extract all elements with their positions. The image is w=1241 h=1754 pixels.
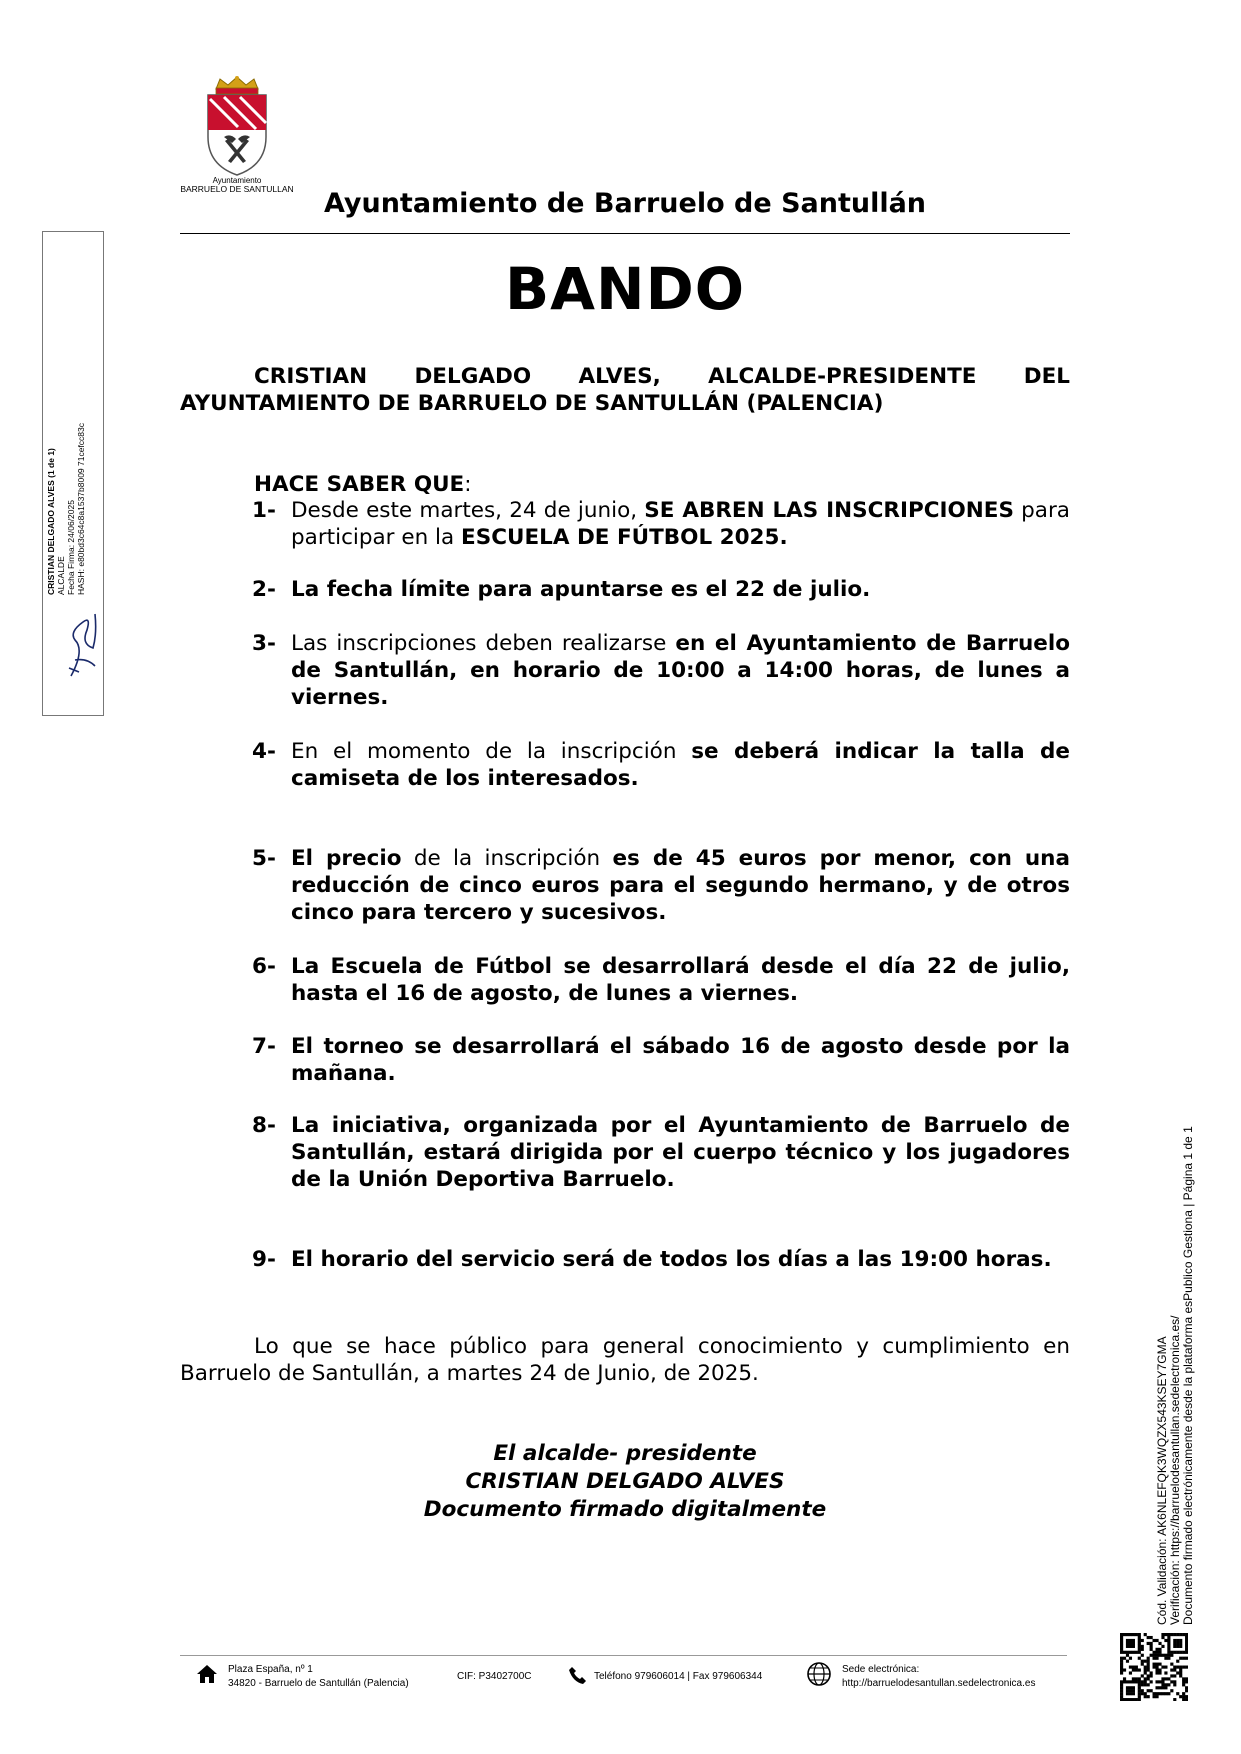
list-item-text [291, 953, 1070, 1007]
list-item-number: 7- [252, 1034, 276, 1059]
verification-code: Cód. Validación: AK6NLEFQK3WQZX543KSEY7GMA [1155, 1336, 1169, 1625]
document-title: BANDO [504, 255, 746, 323]
list-item [252, 845, 1070, 926]
globe-icon [806, 1661, 832, 1687]
list-item-number: 2- [252, 577, 276, 602]
signature-role: El alcalde- presidente [493, 1441, 757, 1466]
qr-code-icon[interactable] [1120, 1633, 1188, 1701]
bold-text: ESCUELA DE FÚTBOL 2025. [461, 525, 788, 550]
home-icon [196, 1664, 218, 1684]
footer-address-line1: Plaza España, nº 1 [228, 1664, 313, 1675]
bold-text: es de 45 euros por menor, con una reducción de cinco euros para el segundo hermano, y de otros cinco para tercero y sucesivos. [291, 846, 1070, 925]
plain-text: En el momento de la inscripción [291, 739, 692, 764]
list-item-text [291, 497, 1070, 551]
bold-text: El horario del servicio será de todos los días a las 19:00 horas. [291, 1247, 1052, 1272]
plain-text: Desde este martes, 24 de junio, [291, 498, 645, 523]
bold-text: El torneo se desarrollará el sábado 16 de agosto desde por la mañana. [291, 1034, 1070, 1086]
verification-note: Documento firmado electrónicamente desde la plataforma esPublico Gestiona | Página 1 de 1 [1181, 1126, 1195, 1625]
list-item [252, 1112, 1070, 1193]
list-item [252, 1033, 1070, 1087]
signature-name: CRISTIAN DELGADO ALVES [465, 1469, 785, 1494]
organization-title: Ayuntamiento de Barruelo de Santullán [323, 188, 927, 219]
bold-text: La iniciativa, organizada por el Ayuntamiento de Barruelo de Santullán, estará dirigida por el cuerpo técnico y los jugadores de la Unión Deportiva Barruelo. [291, 1113, 1070, 1192]
list-item-text [291, 1246, 1070, 1273]
footer-sede [842, 1663, 1035, 1691]
stamp-date: Fecha Firma: 24/06/2025 [66, 500, 76, 595]
list-item [252, 576, 1070, 603]
closing-paragraph: Lo que se hace público para general conocimiento y cumplimiento en Barruelo de Santullán, a martes 24 de Junio, de 2025. [180, 1334, 1070, 1386]
list-item-number: 4- [252, 739, 276, 764]
list-item-number: 9- [252, 1247, 276, 1272]
list-item-number: 3- [252, 631, 276, 656]
list-item-text [291, 1033, 1070, 1087]
footer-address-line2: 34820 - Barruelo de Santullán (Palencia) [228, 1678, 409, 1689]
list-item [252, 953, 1070, 1007]
list-item-text [291, 845, 1070, 926]
list-item-number: 6- [252, 954, 276, 979]
logo-caption-line1: Ayuntamiento [212, 176, 262, 185]
footer-divider [180, 1655, 1067, 1656]
list-item-number: 5- [252, 846, 276, 871]
list-item-number: 1- [252, 498, 276, 523]
bold-text: SE ABREN LAS INSCRIPCIONES [644, 498, 1014, 523]
footer-sede-url[interactable]: http://barruelodesantullan.sedelectronica.es [842, 1678, 1036, 1689]
list-item-text [291, 576, 1070, 603]
list-item [252, 738, 1070, 792]
signature-block [180, 1440, 1070, 1524]
verification-url[interactable]: Verificación: https://barruelodesantullan.sedelectronica.es/ [1168, 1315, 1182, 1625]
hace-saber-bold: HACE SABER QUE [254, 472, 465, 497]
list-item [252, 1246, 1070, 1273]
list-item-number: 8- [252, 1113, 276, 1138]
hace-saber-colon: : [464, 472, 472, 497]
footer-address [228, 1663, 409, 1691]
stamp-role: ALCALDE [56, 556, 66, 595]
intro-paragraph: CRISTIAN DELGADO ALVES, ALCALDE-PRESIDENTE DEL AYUNTAMIENTO DE BARRUELO DE SANTULLÁN (PALENCIA) [180, 364, 1070, 416]
handwritten-signature [65, 610, 101, 680]
signature-stamp-text [46, 365, 86, 595]
logo-caption-line2: BARRUELO DE SANTULLAN [180, 184, 294, 194]
footer-cif: CIF: P3402700C [457, 1671, 532, 1682]
municipal-coat-of-arms-logo [178, 75, 296, 191]
bold-text: en el Ayuntamiento de Barruelo de Santullán, en horario de 10:00 a 14:00 horas, de lunes a viernes. [291, 631, 1070, 710]
plain-text: de la inscripción [401, 846, 613, 871]
list-item [252, 630, 1070, 711]
bold-text: El precio [291, 846, 402, 871]
stamp-hash: HASH: e80bd3c64c8a1537b8009 71cefcc83c [76, 422, 86, 595]
header-divider [180, 233, 1070, 234]
bold-text: La fecha límite para apuntarse es el 22 de julio. [291, 577, 871, 602]
plain-text: para participar en la [291, 498, 1070, 550]
list-item-text [291, 1112, 1070, 1193]
verification-text [1156, 1085, 1195, 1625]
signature-note: Documento firmado digitalmente [423, 1497, 827, 1522]
stamp-signer: CRISTIAN DELGADO ALVES (1 de 1) [46, 448, 56, 595]
list-item-text [291, 630, 1070, 711]
bold-text: se deberá indicar la talla de camiseta de los interesados. [291, 739, 1071, 791]
phone-icon [568, 1665, 588, 1685]
bold-text: La Escuela de Fútbol se desarrollará desde el día 22 de julio, hasta el 16 de agosto, de lunes a viernes. [291, 954, 1070, 1006]
list-item [252, 497, 1070, 551]
hace-saber-heading [254, 472, 472, 497]
list-item-text [291, 738, 1070, 792]
footer-phone: Teléfono 979606014 | Fax 979606344 [594, 1671, 763, 1682]
plain-text: Las inscripciones deben realizarse [291, 631, 676, 656]
footer-sede-label: Sede electrónica: [842, 1664, 920, 1675]
